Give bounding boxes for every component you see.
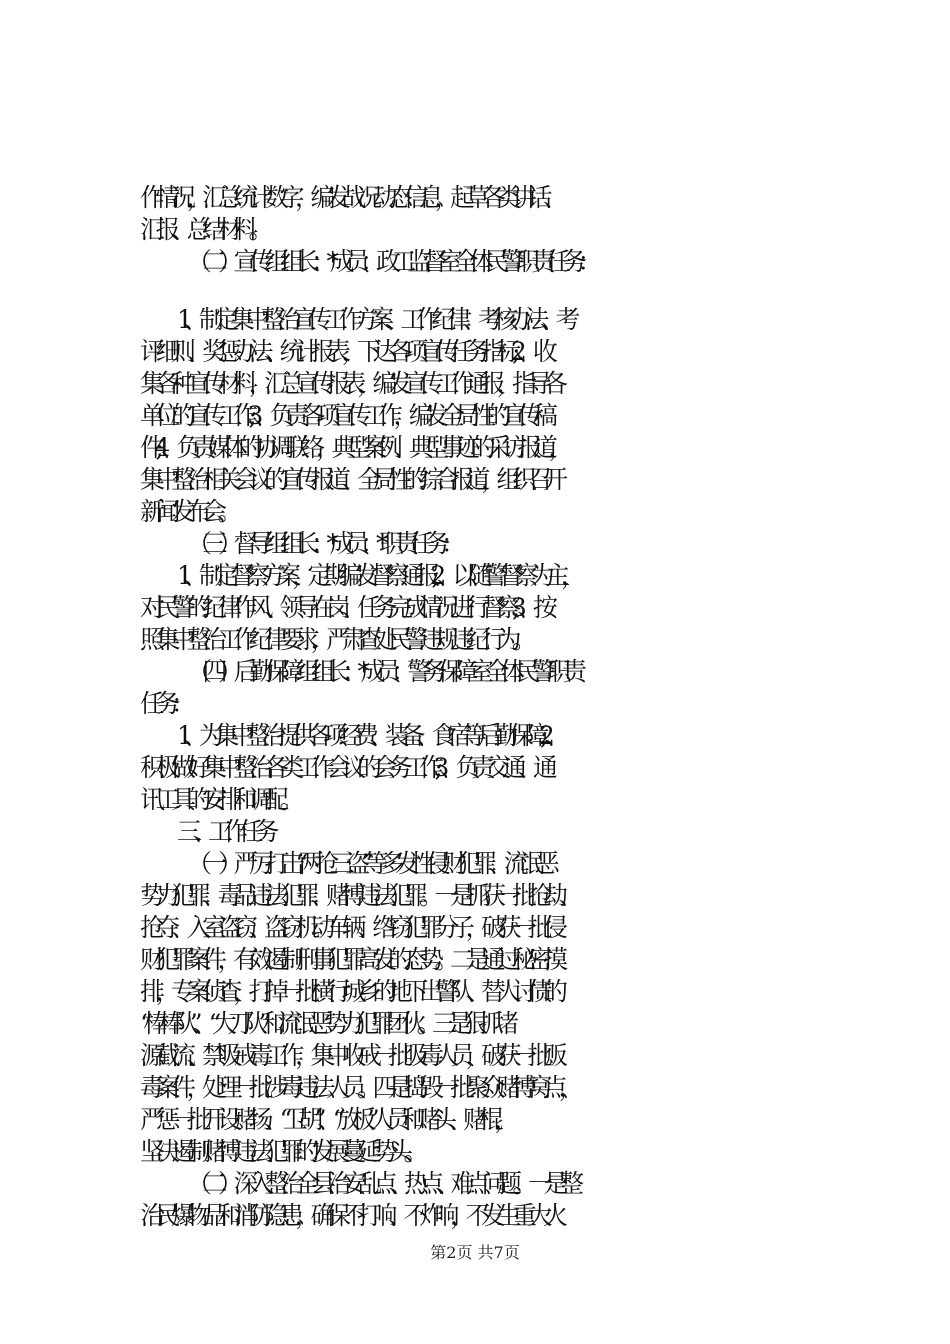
section-heading: （四）后勤保障组组长：*成员：警务保障室全体民警职责: [187, 657, 578, 686]
text-line: 评细则、奖惩办法、统计报表，下达各项宣传任务指标;2、收: [140, 337, 549, 366]
text-line: 坚决遏制赌博违法犯罪的发展蔓延势头。: [140, 1137, 420, 1166]
text-line: 1、制定督察方案，定期编发督察通报;2、以随警督察为主，: [177, 561, 577, 590]
text-line: 集各种宣传材料，汇总宣传报表，编发宣传工作通报，指导各: [140, 369, 559, 398]
page-number: 第2页 共7页: [430, 1243, 520, 1262]
text-line: 件;4、负责媒体的协调联络，典型案例、典型事迹的采访报道，: [140, 433, 564, 462]
text-line: （一）严厉打击“两抢三盗”等多发性侵财犯罪、流氓恶: [187, 849, 551, 878]
text-line: 汇报、总结材料。: [140, 215, 265, 244]
text-line: 集中整治相关会议的宣传报道、全局性的综合报道，组织召开: [140, 465, 559, 494]
text-line: 对民警的纪律作风、领导在岗、任务完成情况进行督察;3、按: [140, 593, 549, 622]
section-heading: 三、工作任务: [177, 817, 271, 846]
text-line: “棒棒队”、“大刀队”和流氓恶势力犯罪团伙。三是狠抓堵: [140, 1009, 510, 1038]
text-line: 1、为集中整治提供各项经费、装备、食宿等后勤保障;2、: [177, 721, 561, 750]
text-line: 势力犯罪、毒品违法犯罪、赌博违法犯罪。一是抓获一批抢劫、: [140, 881, 575, 910]
text-line: 治民爆物品和消防隐患，确保不打响、不炸响，不发生重大火: [140, 1201, 559, 1230]
text-line: 排，专案侦查，打掉一批横行城乡的地下出警队、替人讨债的: [140, 977, 559, 1006]
text-line: 任务：: [140, 689, 187, 718]
text-line: 作情况，汇总统计数字，编发战况动态信息，起草各类讲话、: [140, 183, 559, 212]
text-line: 新闻发布会。: [140, 497, 234, 526]
text-line: 讯工具的安排和调配。: [140, 785, 296, 814]
text-line: 积极做好集中整治各类工作会议的会务工作;3、负责交通、通: [140, 753, 549, 782]
text-line: 照集中整治工作纪律要求，严肃查处民警违规违纪行为。: [140, 625, 528, 654]
text-line: 毒案件，处理一批涉毒违法人员。四是捣毁一批聚众赌博窝点，: [140, 1073, 575, 1102]
text-line: （二）深入整治全县治安乱点、热点、难点问题。一是整: [187, 1169, 575, 1198]
text-line: 财犯罪案件，有效遏制刑事犯罪高发的态势。二是通过秘密摸: [140, 945, 559, 974]
section-heading: （二）宣传组组长：*成员：政工监督室全体民警职责任务：: [187, 247, 594, 276]
text-line: 1、制定集中整治宣传工作方案、工作纪律、考核办法、考: [177, 305, 571, 334]
text-line: 单位的宣传工作;3、负责各项宣传工作，编发全局性的宣传稿: [140, 401, 549, 430]
text-line: 抢夺、入室盗窃、盗窃机动车辆、绺窃犯罪分子，破获一批侵: [140, 913, 559, 942]
text-line: 严惩一批开设赌场、“卫胡”、“放板”人员和赌头、赌棍，: [140, 1105, 510, 1134]
section-heading: （三）督导组组长：*成员：*职责任务：: [187, 529, 457, 558]
text-line: 源截流、禁吸戒毒工作，集中收戒一批吸毒人员，破获一批贩: [140, 1041, 559, 1070]
